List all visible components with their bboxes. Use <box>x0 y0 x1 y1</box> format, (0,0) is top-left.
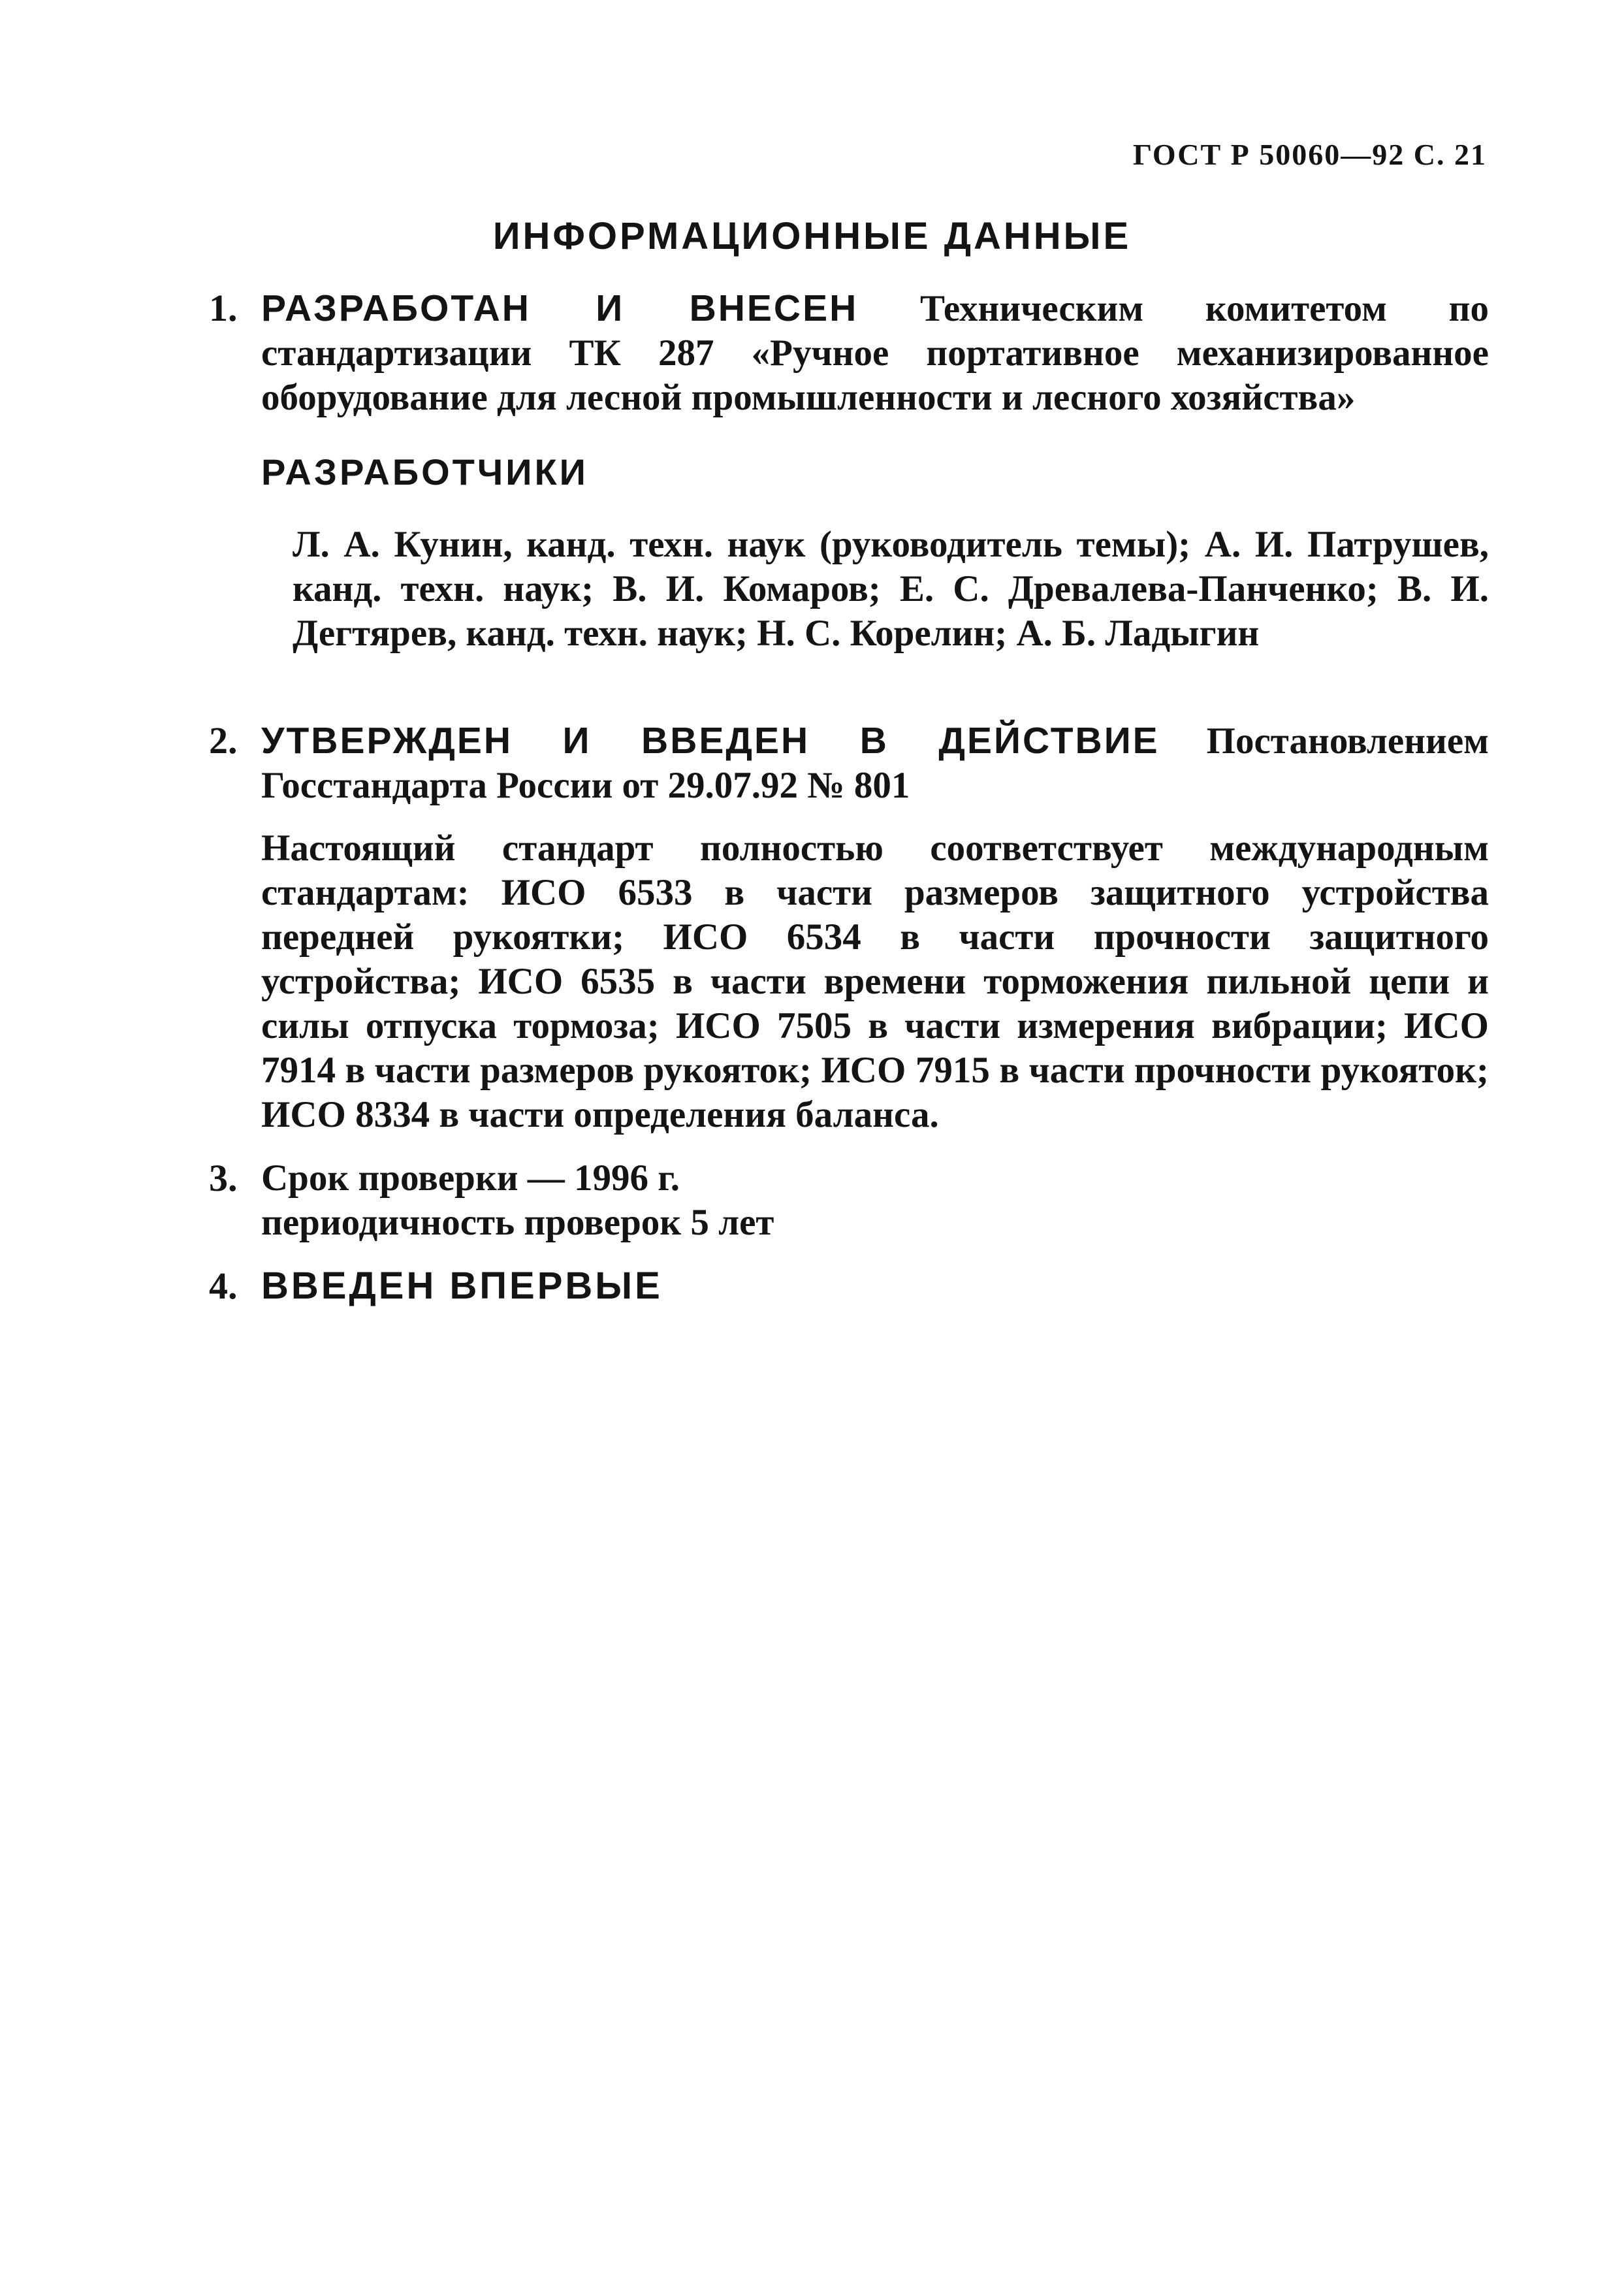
developers-list: Л. А. Кунин, канд. техн. наук (руководитель темы); А. И. Патрушев, канд. техн. наук; В. И. Комаров; Е. С. Древалева-Панченко; В. И. Дегтярев, канд. техн. наук; Н. С. Корелин; А. Б. Ладыгин <box>293 524 1489 654</box>
item-1-lead: РАЗРАБОТАН И ВНЕСЕН <box>261 287 859 329</box>
item-1-text: Техническим комитетом по стандартизации ТК 287 «Ручное портативное механизированное оборудование для лесной промышленности и лесного хозяйства» <box>261 288 1489 418</box>
page-title: ИНФОРМАЦИОННЫЕ ДАННЫЕ <box>492 215 1132 257</box>
item-2-text: Постановлением Госстандарта России от 29.07.92 № 801 <box>261 720 1489 806</box>
item-4-number: 4. <box>209 1265 238 1307</box>
item-3-number: 3. <box>209 1157 238 1199</box>
item-3-line-1: Срок проверки — 1996 г. <box>261 1157 680 1199</box>
page-header: ГОСТ Р 50060—92 С. 21 <box>1132 138 1487 171</box>
item-4-text: ВВЕДЕН ВПЕРВЫЕ <box>261 1265 663 1307</box>
item-3-line-2: периодичность проверок 5 лет <box>261 1202 774 1243</box>
item-1-number: 1. <box>209 287 238 329</box>
item-2-paragraph <box>261 719 1489 808</box>
item-1-paragraph <box>261 286 1489 420</box>
item-2-lead: УТВЕРЖДЕН И ВВЕДЕН В ДЕЙСТВИЕ <box>261 720 1160 762</box>
conformity-note: Настоящий стандарт полностью соответствует международным стандартам: ИСО 6533 в части размеров защитного устройства передней рукоятки; ИСО 6534 в части прочности защитного устройства; ИСО 6535 в части времени торможения пильной цепи и силы отпуска тормоза; ИСО 7505 в части измерения вибрации; ИСО 7914 в части размеров рукояток; ИСО 7915 в части прочности рукояток; ИСО 8334 в части определения баланса. <box>261 828 1489 1135</box>
developers-heading: РАЗРАБОТЧИКИ <box>261 451 588 493</box>
item-2-number: 2. <box>209 719 238 762</box>
